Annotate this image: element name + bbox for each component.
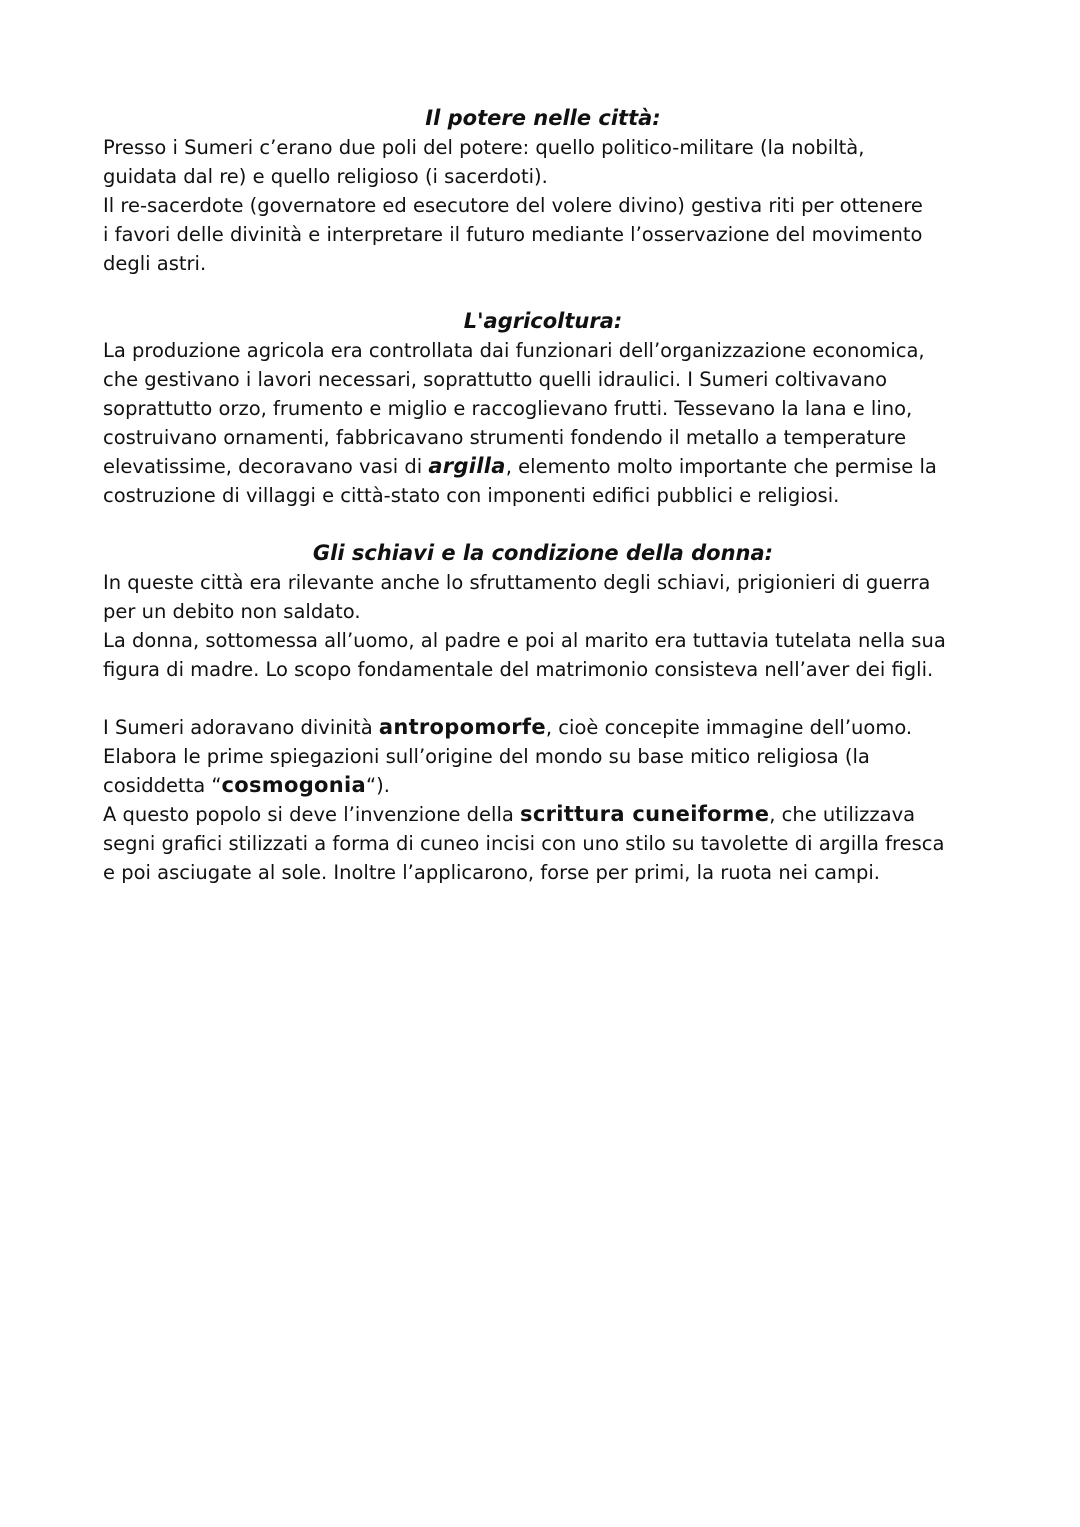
- key-term-argilla: argilla: [428, 454, 506, 478]
- heading-schiavi-donna: Gli schiavi e la condizione della donna:: [312, 541, 774, 565]
- text-line: [103, 771, 983, 800]
- text-line: [103, 452, 983, 481]
- text-line: [103, 713, 983, 742]
- heading-agricoltura: L'agricoltura:: [463, 309, 623, 333]
- paragraph-potere: [103, 133, 983, 278]
- text-segment: “).: [366, 774, 390, 797]
- text-line: segni grafici stilizzati a forma di cuneo incisi con uno stilo su tavolette di argilla fresca: [103, 832, 945, 855]
- text-line: per un debito non saldato.: [103, 600, 361, 623]
- text-line: Presso i Sumeri c’erano due poli del potere: quello politico-militare (la nobiltà,: [103, 136, 865, 159]
- key-term-scrittura-cuneiforme: scrittura cuneiforme: [520, 802, 770, 826]
- text-line: soprattutto orzo, frumento e miglio e raccoglievano frutti. Tessevano la lana e lino,: [103, 397, 913, 420]
- text-segment: elevatissime, decoravano vasi di: [103, 455, 429, 478]
- text-segment: , elemento molto importante che permise la: [505, 455, 937, 478]
- text-line: i favori delle divinità e interpretare il futuro mediante l’osservazione del movimento: [103, 223, 923, 246]
- document-page: [103, 104, 983, 887]
- text-segment: I Sumeri adoravano divinità: [103, 716, 379, 739]
- text-line: costruivano ornamenti, fabbricavano strumenti fondendo il metallo a temperature: [103, 426, 907, 449]
- key-term-antropomorfe: antropomorfe: [378, 715, 546, 739]
- text-line: Il re-sacerdote (governatore ed esecutore del volere divino) gestiva riti per ottenere: [103, 194, 923, 217]
- text-line: che gestivano i lavori necessari, soprattutto quelli idraulici. I Sumeri coltivavano: [103, 368, 888, 391]
- text-line: [103, 800, 983, 829]
- text-line: e poi asciugate al sole. Inoltre l’applicarono, forse per primi, la ruota nei campi.: [103, 861, 880, 884]
- paragraph-religione-scrittura: [103, 713, 983, 887]
- text-segment: , cioè concepite immagine dell’uomo.: [545, 716, 913, 739]
- text-line: degli astri.: [103, 252, 207, 275]
- text-line: La donna, sottomessa all’uomo, al padre e poi al marito era tuttavia tutelata nella sua: [103, 629, 946, 652]
- text-line: costruzione di villaggi e città-stato con imponenti edifici pubblici e religiosi.: [103, 484, 840, 507]
- spacer: [103, 684, 983, 713]
- paragraph-agricoltura: [103, 336, 983, 510]
- text-line: La produzione agricola era controllata dai funzionari dell’organizzazione economica,: [103, 339, 925, 362]
- text-segment: cosiddetta “: [103, 774, 222, 797]
- paragraph-schiavi-donna: [103, 568, 983, 684]
- text-line: Elabora le prime spiegazioni sull’origine del mondo su base mitico religiosa (la: [103, 745, 870, 768]
- spacer: [103, 510, 983, 539]
- text-segment: A questo popolo si deve l’invenzione della: [103, 803, 521, 826]
- key-term-cosmogonia: cosmogonia: [221, 773, 366, 797]
- text-line: In queste città era rilevante anche lo sfruttamento degli schiavi, prigionieri di guerra: [103, 571, 931, 594]
- heading-potere: Il potere nelle città:: [425, 106, 661, 130]
- text-line: guidata dal re) e quello religioso (i sacerdoti).: [103, 165, 548, 188]
- spacer: [103, 278, 983, 307]
- text-segment: , che utilizzava: [769, 803, 916, 826]
- text-line: figura di madre. Lo scopo fondamentale del matrimonio consisteva nell’aver dei figli.: [103, 658, 934, 681]
